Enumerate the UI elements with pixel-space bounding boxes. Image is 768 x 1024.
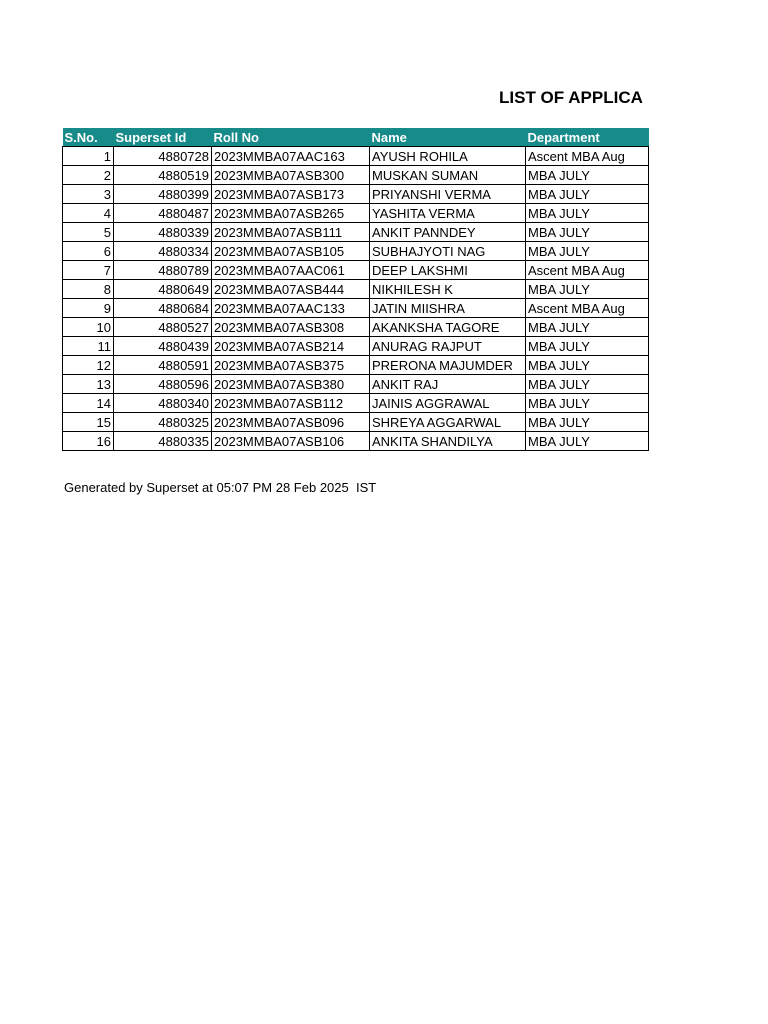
cell-name: PRIYANSHI VERMA [370,185,526,204]
cell-sno: 6 [63,242,114,261]
header-name: Name [370,128,526,147]
cell-roll-no: 2023MMBA07ASB214 [212,337,370,356]
cell-superset-id: 4880789 [114,261,212,280]
cell-superset-id: 4880335 [114,432,212,451]
cell-name: SUBHAJYOTI NAG [370,242,526,261]
cell-superset-id: 4880728 [114,147,212,166]
cell-sno: 12 [63,356,114,375]
cell-department: MBA JULY [526,375,649,394]
cell-roll-no: 2023MMBA07ASB173 [212,185,370,204]
cell-roll-no: 2023MMBA07ASB444 [212,280,370,299]
cell-department: Ascent MBA Aug [526,147,649,166]
cell-superset-id: 4880340 [114,394,212,413]
cell-roll-no: 2023MMBA07ASB111 [212,223,370,242]
cell-superset-id: 4880519 [114,166,212,185]
cell-department: MBA JULY [526,223,649,242]
table-row [63,356,649,375]
table-row [63,280,649,299]
cell-department: MBA JULY [526,166,649,185]
cell-roll-no: 2023MMBA07ASB112 [212,394,370,413]
cell-name: AKANKSHA TAGORE [370,318,526,337]
table-row [63,204,649,223]
table-row [63,432,649,451]
table-header-row [63,128,649,147]
page-title: LIST OF APPLICA [499,88,643,107]
cell-superset-id: 4880339 [114,223,212,242]
table-row [63,299,649,318]
cell-roll-no: 2023MMBA07ASB300 [212,166,370,185]
cell-roll-no: 2023MMBA07AAC061 [212,261,370,280]
cell-name: YASHITA VERMA [370,204,526,223]
table-row [63,413,649,432]
cell-name: NIKHILESH K [370,280,526,299]
cell-sno: 3 [63,185,114,204]
table-row [63,223,649,242]
table-row [63,147,649,166]
cell-roll-no: 2023MMBA07ASB375 [212,356,370,375]
table-body [63,147,649,451]
cell-roll-no: 2023MMBA07AAC133 [212,299,370,318]
table-row [63,261,649,280]
cell-department: MBA JULY [526,337,649,356]
cell-sno: 2 [63,166,114,185]
cell-department: MBA JULY [526,185,649,204]
cell-department: MBA JULY [526,413,649,432]
cell-roll-no: 2023MMBA07ASB106 [212,432,370,451]
cell-sno: 11 [63,337,114,356]
table-row [63,375,649,394]
header-sno: S.No. [63,128,114,147]
cell-name: JAINIS AGGRAWAL [370,394,526,413]
cell-department: MBA JULY [526,432,649,451]
header-roll-no: Roll No [212,128,370,147]
cell-sno: 9 [63,299,114,318]
table-row [63,337,649,356]
cell-name: PRERONA MAJUMDER [370,356,526,375]
cell-roll-no: 2023MMBA07ASB096 [212,413,370,432]
cell-department: MBA JULY [526,204,649,223]
cell-name: AYUSH ROHILA [370,147,526,166]
cell-superset-id: 4880399 [114,185,212,204]
cell-superset-id: 4880325 [114,413,212,432]
cell-department: MBA JULY [526,318,649,337]
cell-department: MBA JULY [526,242,649,261]
cell-name: ANKIT RAJ [370,375,526,394]
cell-sno: 4 [63,204,114,223]
cell-name: ANKITA SHANDILYA [370,432,526,451]
cell-sno: 7 [63,261,114,280]
cell-sno: 16 [63,432,114,451]
cell-roll-no: 2023MMBA07ASB308 [212,318,370,337]
cell-sno: 8 [63,280,114,299]
table-row [63,166,649,185]
cell-sno: 5 [63,223,114,242]
cell-roll-no: 2023MMBA07ASB380 [212,375,370,394]
cell-name: ANKIT PANNDEY [370,223,526,242]
cell-sno: 10 [63,318,114,337]
cell-name: SHREYA AGGARWAL [370,413,526,432]
table-row [63,242,649,261]
generated-footer: Generated by Superset at 05:07 PM 28 Feb 2025 IST [64,480,377,495]
cell-roll-no: 2023MMBA07AAC163 [212,147,370,166]
cell-superset-id: 4880334 [114,242,212,261]
cell-superset-id: 4880596 [114,375,212,394]
cell-department: MBA JULY [526,356,649,375]
cell-department: MBA JULY [526,280,649,299]
cell-name: DEEP LAKSHMI [370,261,526,280]
cell-sno: 14 [63,394,114,413]
table-row [63,318,649,337]
applicants-table [62,128,649,451]
table-row [63,185,649,204]
cell-superset-id: 4880649 [114,280,212,299]
cell-superset-id: 4880591 [114,356,212,375]
cell-name: JATIN MIISHRA [370,299,526,318]
cell-superset-id: 4880527 [114,318,212,337]
cell-department: Ascent MBA Aug [526,299,649,318]
cell-department: MBA JULY [526,394,649,413]
cell-sno: 1 [63,147,114,166]
cell-department: Ascent MBA Aug [526,261,649,280]
cell-roll-no: 2023MMBA07ASB105 [212,242,370,261]
cell-superset-id: 4880439 [114,337,212,356]
cell-sno: 13 [63,375,114,394]
header-department: Department [526,128,649,147]
cell-roll-no: 2023MMBA07ASB265 [212,204,370,223]
cell-superset-id: 4880684 [114,299,212,318]
cell-superset-id: 4880487 [114,204,212,223]
cell-sno: 15 [63,413,114,432]
cell-name: MUSKAN SUMAN [370,166,526,185]
table-row [63,394,649,413]
cell-name: ANURAG RAJPUT [370,337,526,356]
header-superset-id: Superset Id [114,128,212,147]
